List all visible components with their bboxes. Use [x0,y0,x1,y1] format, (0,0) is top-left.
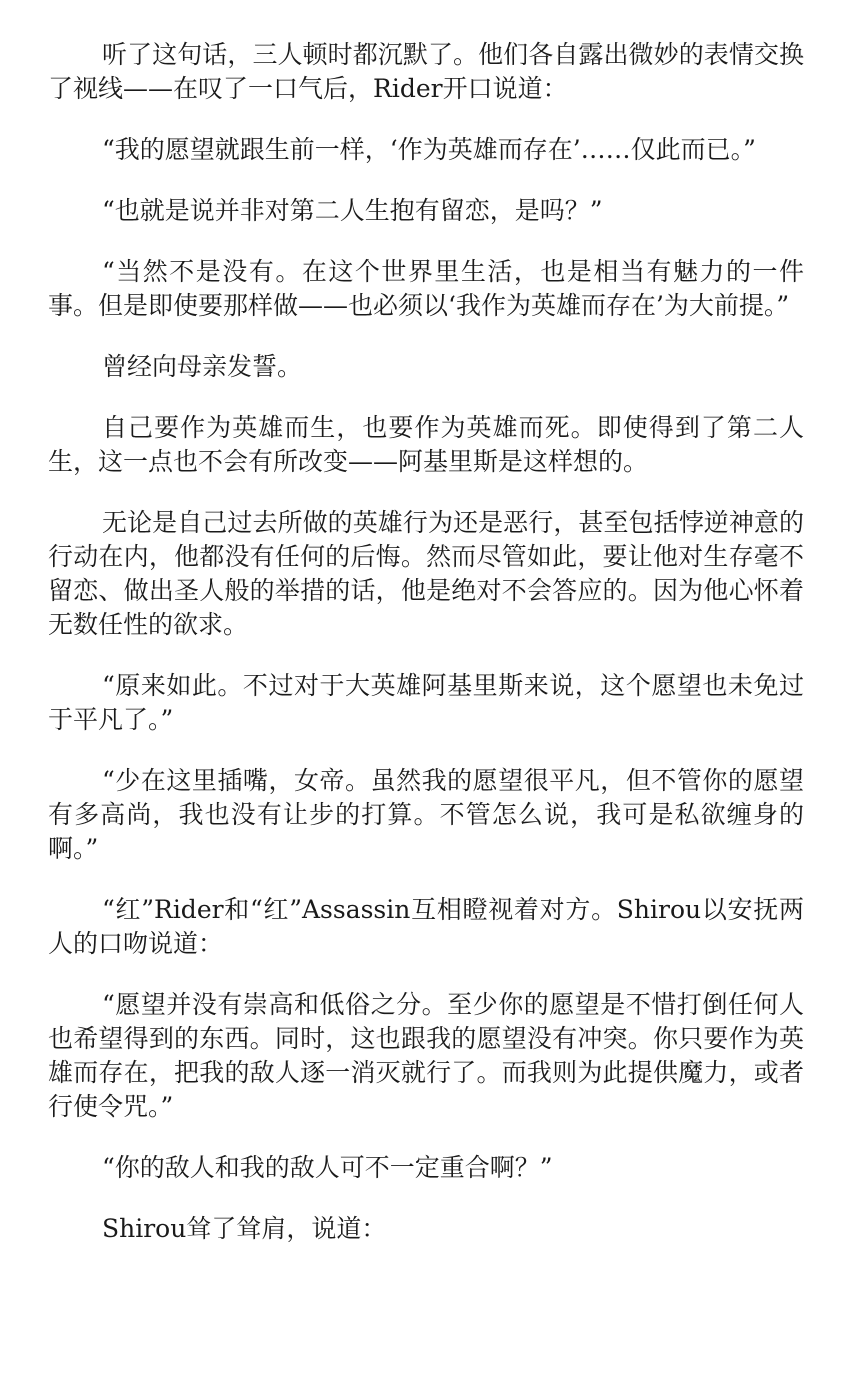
page-text-body [48,38,804,1273]
paragraph-7: 无论是自己过去所做的英雄行为还是恶行，甚至包括悖逆神意的行动在内，他都没有任何的后悔。然而尽管如此，要让他对生存毫不留恋、做出圣人般的举措的话，他是绝对不会答应的。因为他心怀着无数任性的欲求。 [48,508,804,639]
paragraph-4: “当然不是没有。在这个世界里生活，也是相当有魅力的一件事。但是即使要那样做——也必须以‘我作为英雄而存在’为大前提。” [48,257,804,320]
paragraph-12: “你的敌人和我的敌人可不一定重合啊？” [102,1153,553,1182]
paragraph-13: Shirou耸了耸肩，说道： [102,1214,387,1243]
paragraph-8: “原来如此。不过对于大英雄阿基里斯来说，这个愿望也未免过于平凡了。” [48,671,804,734]
paragraph-5: 曾经向母亲发誓。 [102,352,303,381]
paragraph-9: “少在这里插嘴，女帝。虽然我的愿望很平凡，但不管你的愿望有多高尚，我也没有让步的打算。不管怎么说，我可是私欲缠身的啊。” [48,766,804,863]
paragraph-2: “我的愿望就跟生前一样，‘作为英雄而存在’……仅此而已。” [102,135,756,164]
paragraph-3: “也就是说并非对第二人生抱有留恋，是吗？” [102,196,603,225]
paragraph-6: 自己要作为英雄而生，也要作为英雄而死。即使得到了第二人生，这一点也不会有所改变——阿基里斯是这样想的。 [48,413,804,476]
paragraph-10: “红”Rider和“红”Assassin互相瞪视着对方。Shirou以安抚两人的口吻说道： [48,895,804,958]
paragraph-1: 听了这句话，三人顿时都沉默了。他们各自露出微妙的表情交换了视线——在叹了一口气后，Rider开口说道： [48,40,804,103]
paragraph-11: “愿望并没有崇高和低俗之分。至少你的愿望是不惜打倒任何人也希望得到的东西。同时，这也跟我的愿望没有冲突。你只要作为英雄而存在，把我的敌人逐一消灭就行了。而我则为此提供魔力，或者行使令咒。” [48,990,804,1121]
